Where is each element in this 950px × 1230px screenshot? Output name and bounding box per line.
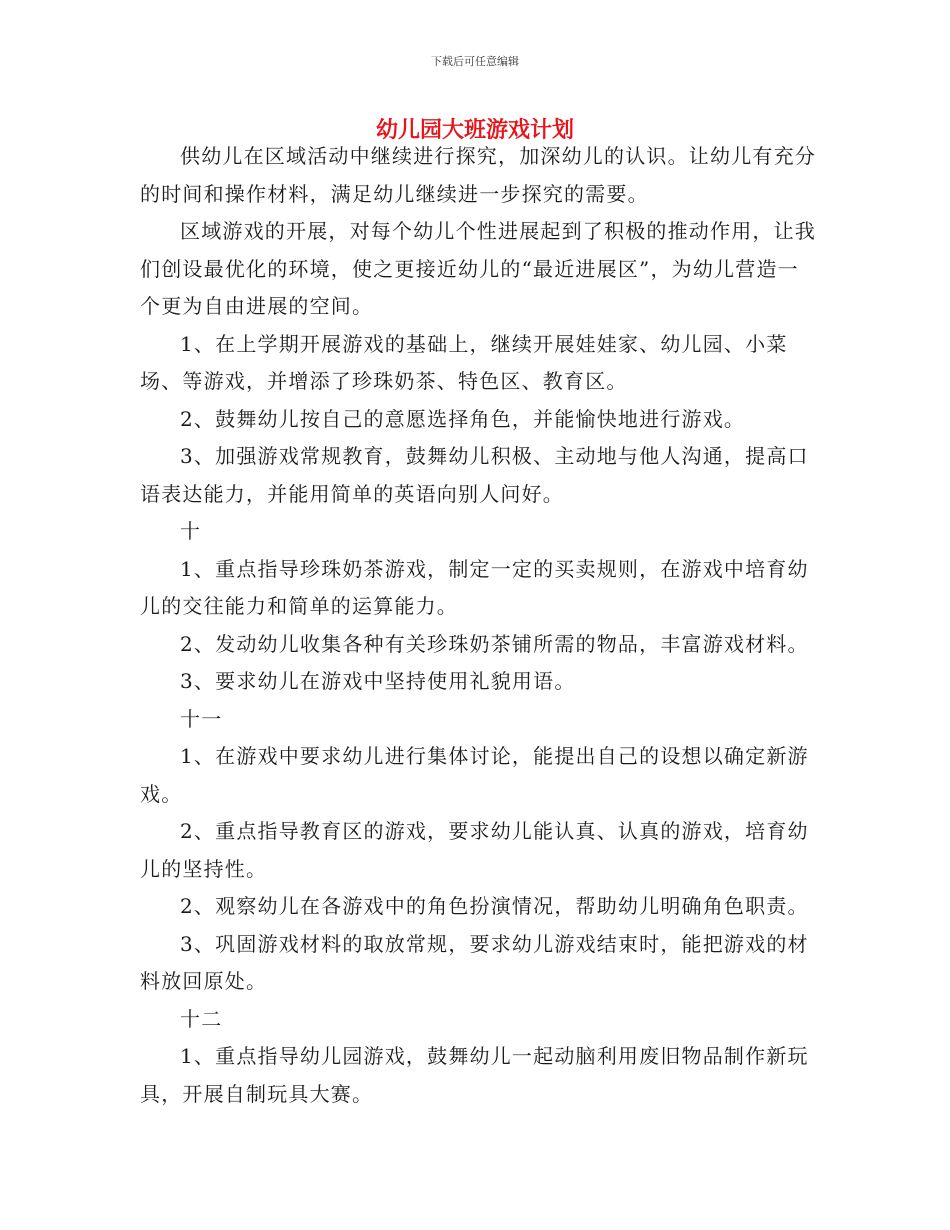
paragraph: 区域游戏的开展，对每个幼儿个性进展起到了积极的推动作用，让我们创设最优化的环境，使之更接近幼儿的“最近进展区”，为幼儿营造一个更为自由进展的空间。 [140, 219, 816, 318]
header-note: 下载后可任意编辑 [431, 55, 519, 68]
paragraph: 2、发动幼儿收集各种有关珍珠奶茶铺所需的物品，丰富游戏材料。 [180, 631, 809, 656]
paragraph: 2、观察幼儿在各游戏中的角色扮演情况，帮助幼儿明确角色职责。 [180, 894, 809, 918]
document-title: 幼儿园大班游戏计划 [375, 118, 574, 143]
paragraph: 供幼儿在区域活动中继续进行探究，加深幼儿的认识。让幼儿有充分的时间和操作材料，满足幼儿继续进一步探究的需要。 [140, 144, 816, 206]
paragraph: 1、重点指导珍珠奶茶游戏，制定一定的买卖规则，在游戏中培育幼儿的交往能力和简单的运算能力。 [140, 556, 809, 618]
paragraph: 1、在游戏中要求幼儿进行集体讨论，能提出自己的设想以确定新游戏。 [140, 744, 809, 806]
paragraph: 1、重点指导幼儿园游戏，鼓舞幼儿一起动脑利用废旧物品制作新玩具，开展自制玩具大赛。 [140, 1044, 809, 1106]
paragraph: 2、鼓舞幼儿按自己的意愿选择角色，并能愉快地进行游戏。 [180, 406, 746, 431]
section-heading: 十一 [180, 706, 223, 731]
document-body [140, 138, 820, 1113]
section-heading: 十 [180, 519, 202, 543]
paragraph: 2、重点指导教育区的游戏，要求幼儿能认真、认真的游戏，培育幼儿的坚持性。 [140, 819, 809, 881]
section-heading: 十二 [180, 1006, 223, 1031]
paragraph: 3、加强游戏常规教育，鼓舞幼儿积极、主动地与他人沟通，提高口语表达能力，并能用简单的英语向别人问好。 [140, 444, 809, 506]
paragraph: 1、在上学期开展游戏的基础上，继续开展娃娃家、幼儿园、小菜场、等游戏，并增添了珍珠奶茶、特色区、教育区。 [140, 331, 788, 393]
paragraph: 3、要求幼儿在游戏中坚持使用礼貌用语。 [180, 669, 576, 693]
paragraph: 3、巩固游戏材料的取放常规，要求幼儿游戏结束时，能把游戏的材料放回原处。 [140, 931, 809, 993]
